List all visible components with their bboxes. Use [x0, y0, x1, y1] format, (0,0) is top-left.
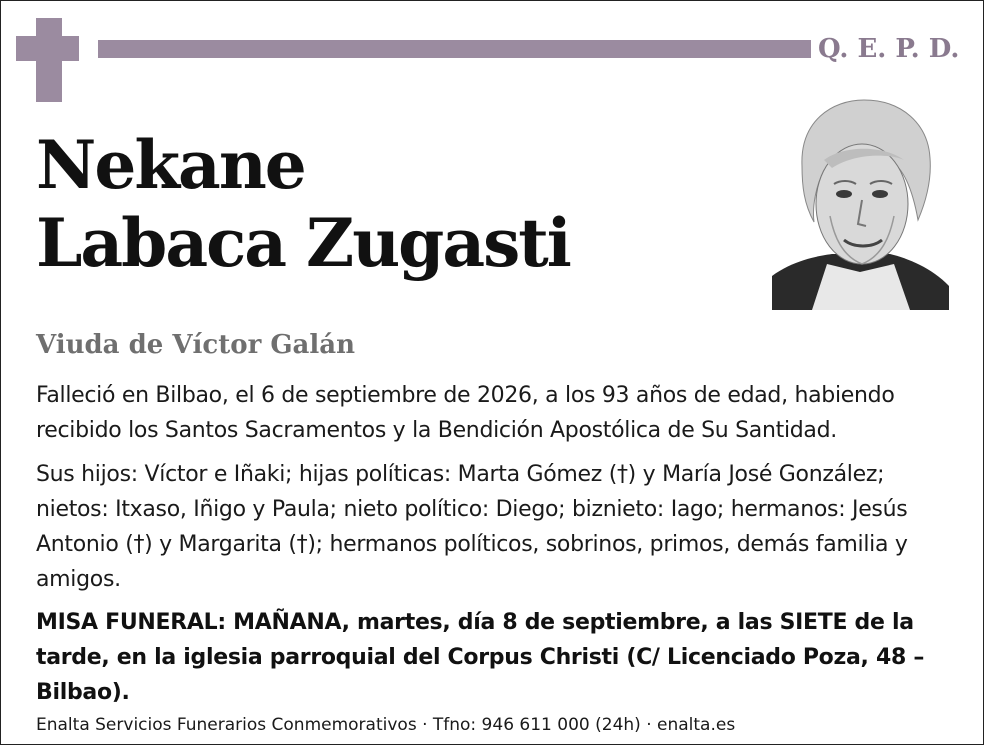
- widow-of-subtitle: Viuda de Víctor Galán: [36, 330, 356, 360]
- qepd-label: Q. E. P. D.: [818, 34, 960, 64]
- family-paragraph: Sus hijos: Víctor e Iñaki; hijas políticas: Marta Gómez (†) y María José González; nietos: Itxaso, Iñigo y Paula; nieto político: Diego; biznieto: Iago; hermanos: Jesús Antonio (†) y Margarita (†); hermanos políticos, sobrinos, primos, demás familia y amigos.: [36, 462, 908, 592]
- portrait-photo: [772, 96, 949, 310]
- cross-icon-bar: [16, 36, 79, 61]
- death-notice-paragraph: Falleció en Bilbao, el 6 de septiembre de 2026, a los 93 años de edad, habiendo recibido los Santos Sacramentos y la Bendición Apostólica de Su Santidad.: [36, 383, 895, 443]
- funeral-mass-paragraph: MISA FUNERAL: MAÑANA, martes, día 8 de septiembre, a las SIETE de la tarde, en la iglesia parroquial del Corpus Christi (C/ Licenciado Poza, 48 – Bilbao).: [36, 610, 925, 705]
- deceased-name: [36, 126, 570, 282]
- header-rule: [98, 40, 811, 58]
- deceased-first-name: Nekane: [36, 126, 305, 204]
- funeral-home-footer: Enalta Servicios Funerarios Conmemorativos · Tfno: 946 611 000 (24h) · enalta.es: [36, 715, 736, 735]
- deceased-surnames: Labaca Zugasti: [36, 204, 570, 282]
